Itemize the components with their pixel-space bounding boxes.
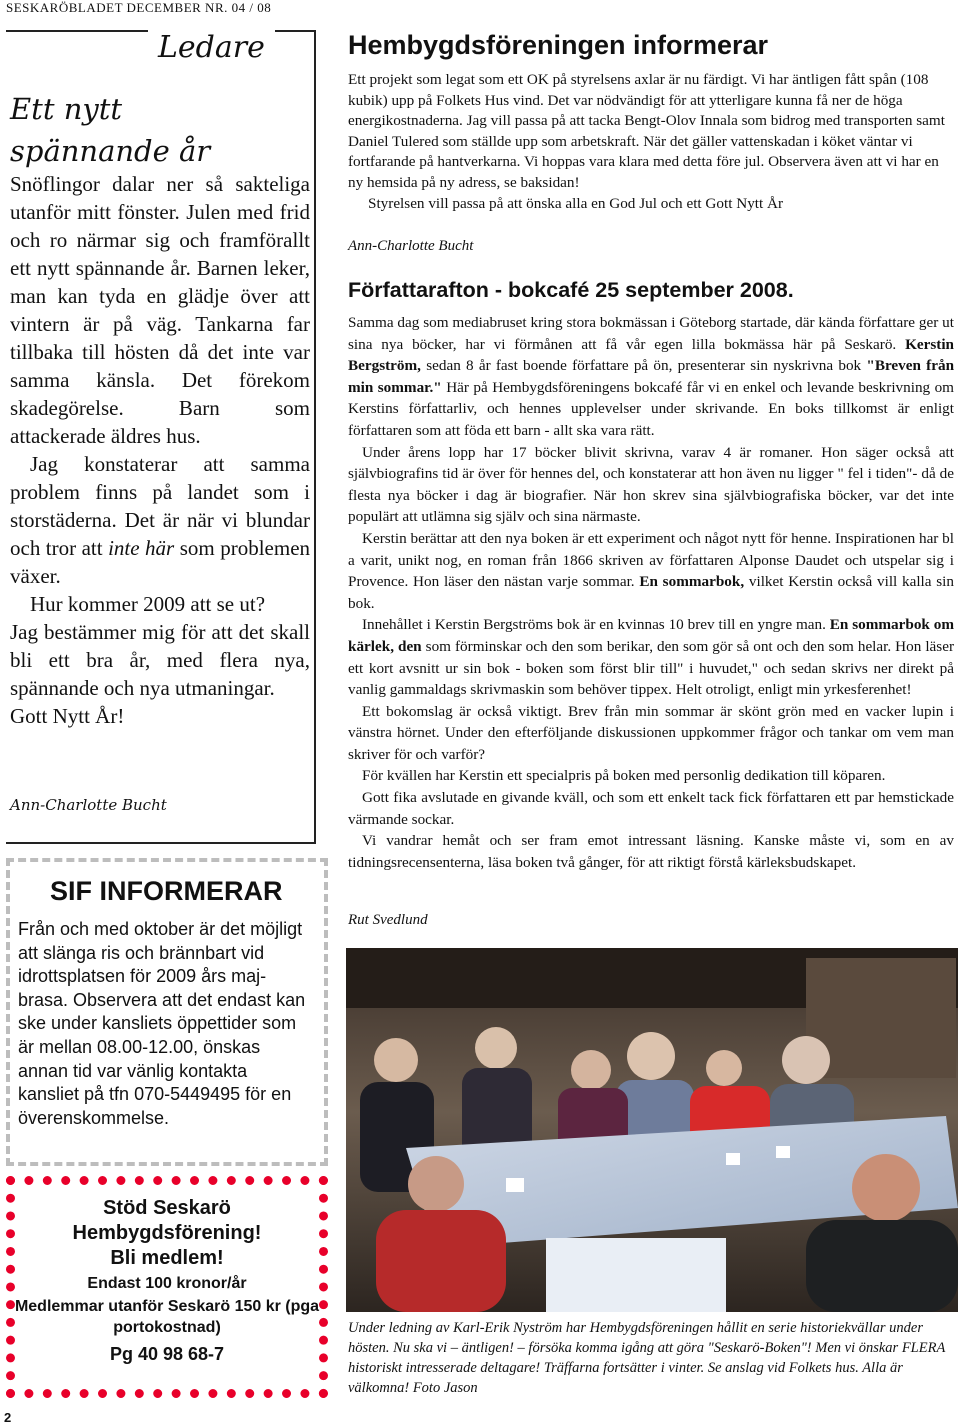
page-number: 2 xyxy=(4,1410,12,1425)
forfattar-paragraph: Gott fika avslutade en givande kväll, och som ett enkelt tack fick författaren ett par hemstickade värmande sockar. xyxy=(348,789,954,828)
hembygd-title: Hembygdsföreningen informerar xyxy=(348,30,769,60)
editorial-heading-line2: spännande år xyxy=(10,134,211,168)
forfattar-bold: Kerstin Bergström, xyxy=(348,335,954,375)
membership-line: Bli medlem! xyxy=(110,1247,224,1269)
forfattar-paragraph xyxy=(348,528,954,614)
editorial-heading xyxy=(10,88,210,172)
sif-title: SIF INFORMERAR xyxy=(50,876,283,906)
hembygd-body xyxy=(348,70,954,214)
editorial-paragraph: Snöflingor dalar ner så sakteliga utanför mitt fönster. Julen med frid och ro närmar sig och framförallt ett nytt spännande år. Barnen leker, man kan tyda en glädje över att vintern är på väg. Tankarna far tillbaka till hösten då det inte var samma känsla. Det förekom skadegörelse. Barn som attackerade äldres hus. xyxy=(10,172,310,448)
editorial-paragraph xyxy=(10,450,310,590)
editorial-text: Jag konstaterar att samma problem finns på landet som i storstäderna. Det är när vi blundar och tror att xyxy=(10,452,310,560)
forfattar-body xyxy=(348,312,954,873)
hembygd-paragraph: Styrelsen vill passa på att önska alla en God Jul och ett Gott Nytt År xyxy=(368,194,784,212)
editorial-body xyxy=(10,170,310,730)
editorial-paragraph: Jag bestämmer mig för att det skall bli ett bra år, med flera nya, spännande och nya utmaningar. xyxy=(10,620,310,700)
editorial-section-title: Ledare xyxy=(148,30,275,65)
forfattar-text: Samma dag som mediabruset kring stora bokmässan i Göteborg startade, där kända författare ger ut sina nya böcker, har vi förmånen att få vår egen lilla bokmässa här på Seskarö. xyxy=(348,314,954,353)
membership-box xyxy=(6,1196,328,1366)
hembygd-signature: Ann-Charlotte Bucht xyxy=(348,238,474,254)
forfattar-paragraph: Vi vandrar hemåt och ser fram emot intressant läsning. Kanske måste vi, som en av tidningsrecensenterna, läsa boken två gånger, för att riktigt förstå kärleksbudskapet. xyxy=(348,832,954,871)
membership-line: Stöd Seskarö xyxy=(103,1197,231,1219)
forfattar-bold: En sommarbok, xyxy=(639,573,745,591)
editorial-emphasis: inte här xyxy=(108,536,175,560)
forfattar-paragraph: Ett bokomslag är också viktigt. Brev från min sommar är skönt grön med en vacker lupin i vänstra hörnet. Under den efterföljande diskussionen uppkommer frågor och tankar om vem man skriver för och varför? xyxy=(348,702,954,763)
forfattar-text: Kerstin berättar att den nya boken är ett experiment och något nytt för henne. Inspirationen har bl a varit, unikt nog, en roman från 1866 skriven av författaren Alponse Daudet och utspelar sig i Provence. Hon läser den nästan varje sommar. xyxy=(348,529,954,591)
page-header: SESKARÖBLADET DECEMBER NR. 04 / 08 xyxy=(6,0,272,15)
editorial-signature: Ann-Charlotte Bucht xyxy=(10,796,167,814)
forfattar-text: Här på Hembygdsföreningens bokcafé får vi en enkel och levande beskrivning om Kerstins författarliv, och hennes upplevelser under skrivande. En boks tillkomst är enligt författaren som att föda ett barn - allt ska vara rätt. xyxy=(348,378,954,439)
forfattar-paragraph: För kvällen har Kerstin ett specialpris på boken med personlig dedikation till köparen. xyxy=(362,767,886,785)
editorial-heading-line1: Ett nytt xyxy=(10,92,123,126)
membership-line: Hembygdsförening! xyxy=(72,1222,262,1244)
membership-price: Endast 100 kronor/år xyxy=(87,1275,247,1292)
photo-caption: Under ledning av Karl-Erik Nyström har Hembygdsföreningen hållit en serie historiekvällar under hösten. Nu ska vi – äntligen! – försöka komma igång att göra "Seskarö-Boken"! Men vi önskar FLERA historiskt intresserade deltagare! Träffarna fortsätter i vinter. Se anslag vid Folkets hus. Alla är välkomna! Foto Jason xyxy=(348,1320,946,1396)
forfattar-paragraph xyxy=(348,312,954,442)
forfattar-text: Innehållet i Kerstin Bergströms bok är en kvinnas 10 brev till en yngre man. xyxy=(362,616,826,634)
editorial-paragraph: Gott Nytt År! xyxy=(10,704,125,728)
membership-giro: Pg 40 98 68-7 xyxy=(109,1344,225,1364)
editorial-paragraph: Hur kommer 2009 att se ut? xyxy=(30,592,266,616)
forfattar-bold: En sommarbok om kärlek, den xyxy=(348,616,955,655)
hembygd-paragraph: Ett projekt som legat som ett OK på styrelsens axlar är nu färdigt. Vi har äntligen fått spån (108 kubik) upp på Folkets Hus vind. Det var nödvändigt för att ytterligare kunna få ner de höga energikostnaderna. Jag vill passa på att tacka Bengt-Olov Innala som bidrog med transporten samt Daniel Tulered som ställde upp som arbetskraft. När det gäller vattenskadan i köket väntar vi fortfarande på hantverkarna. Vi hoppas vara klara med detta före jul. Observera även att vi har en ny hemsida på ny adress, se baksidan! xyxy=(348,71,945,191)
forfattar-text: vilket Kerstin också vill kalla sin bok. xyxy=(348,573,954,612)
forfattar-signature: Rut Svedlund xyxy=(348,912,428,928)
forfattar-paragraph: Under årens lopp har 17 böcker blivit skrivna, varav 4 är romaner. Hon säger också att självbiografins tid är över för hennes del, och konstaterar att hon även nu ligger " fel i tiden"- då de flesta nya böcker i dag är biografier. När hon skrev sina självbiografiska böcker, var det inte populärt att utlämna sig själv och sina närmaste. xyxy=(348,443,954,526)
forfattar-text: som förminskar och den som berikar, den som gör så ont och den som helar. Hon läser ett kort avsnitt ur sin bok - boken som först blir till" i huvudet," och sedan skrivs ner direkt på vanlig gammaldags skrivmaskin som behöver tippex. Helt otroligt, enligt min yrkesferenhet! xyxy=(348,637,955,699)
editorial-text: som problemen växer. xyxy=(10,536,311,588)
forfattar-title: Författarafton - bokcafé 25 september 2008. xyxy=(348,278,794,302)
meeting-photo xyxy=(346,948,958,1312)
forfattar-text: sedan 8 år fast boende författare på ön, presenterar sin nyskrivna bok xyxy=(426,357,862,375)
membership-price-outside: Medlemmar utanför Seskarö 150 kr (pga portokostnad) xyxy=(14,1298,320,1336)
sif-body: Från och med oktober är det möjligt att slänga ris och brännbart vid idrottsplatsen för 2009 års maj-brasa. Observera att det endast kan ske under kansliets öppettider som är mellan 08.00-12.00, önskas annan tid var vänlig kontakta kansliet på tfn 070-5449495 för en överenskommelse. xyxy=(18,919,306,1128)
forfattar-paragraph xyxy=(348,614,954,700)
forfattar-bold: "Breven från min sommar." xyxy=(348,357,955,396)
meeting-photo-illustration xyxy=(346,948,958,1312)
